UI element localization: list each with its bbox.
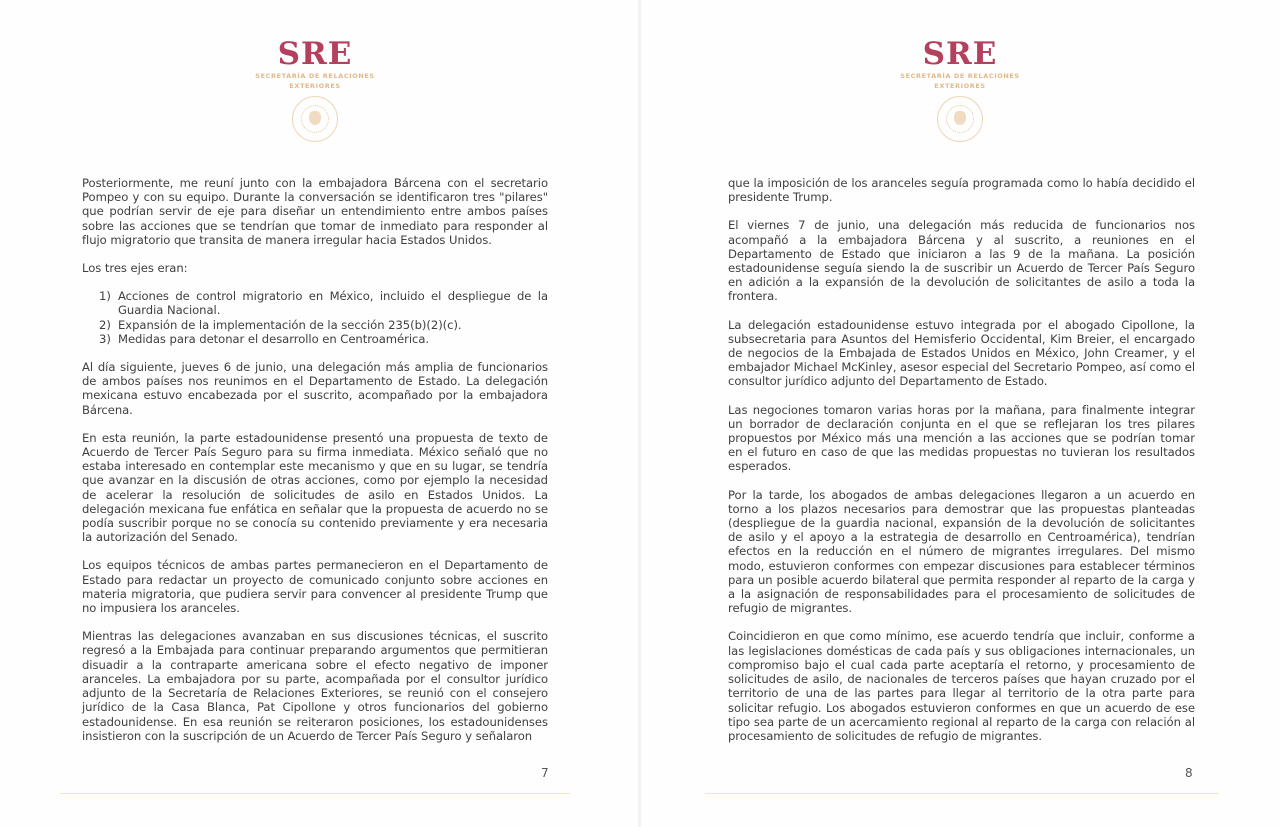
- paragraph: Los tres ejes eran:: [82, 261, 188, 276]
- list-item-text: Acciones de control migratorio en México, incluido el despliegue de la Guardia Nacional.: [118, 289, 548, 318]
- paragraph: que la imposición de los aranceles seguía programada como lo había decidido el presidente Trump.: [728, 176, 1195, 205]
- coat-of-arms-seal-icon: [937, 96, 983, 142]
- paragraph: Coincidieron en que como mínimo, ese acuerdo tendría que incluir, conforme a las legislaciones domésticas de cada país y sus obligaciones internacionales, un compromiso bajo el cual cada parte aceptaría el retorno, y procesamiento de solicitudes de asilo, de nacionales de terceros países que hayan cruzado por el territorio de una de las partes para llegar al territorio de la otra parte para solicitar refugio. Los abogados estuvieron conformes en que un acuerdo de ese tipo sea parte de un acercamiento regional al reparto de la carga con relación al procesamiento de solicitudes de refugio de migrantes.: [728, 629, 1195, 743]
- paragraph: Los equipos técnicos de ambas partes permanecieron en el Departamento de Estado para redactar un proyecto de comunicado conjunto sobre acciones en materia migratoria, que pudiera servir para convencer al presidente Trump que no impusiera los aranceles.: [82, 558, 548, 616]
- sre-subtitle-line2: EXTERIORES: [934, 82, 986, 90]
- paragraph: Por la tarde, los abogados de ambas delegaciones llegaron a un acuerdo en torno a los plazos necesarios para demostrar que las propuestas planteadas (despliegue de la guardia nacional, expansión de la devolución de solicitantes de asilo y el apoyo a la estrategia de desarrollo en Centroamérica), tendrían efectos en la reducción en el número de migrantes irregulares. Del mismo modo, estuvieron conformes con empezar discusiones para establecer términos para un posible acuerdo bilateral que permita responder al reparto de la carga y a la asignación de responsabilidades para el procesamiento de solicitudes de refugio de migrantes.: [728, 487, 1195, 616]
- list-item: [99, 289, 548, 317]
- paragraph: Mientras las delegaciones avanzaban en sus discusiones técnicas, el suscrito regresó a la Embajada para continuar preparando argumentos que permitieran disuadir a la contraparte americana sobre el efecto negativo de imponer aranceles. La embajadora por su parte, acompañada por el consultor jurídico adjunto de la Secretaría de Relaciones Exteriores, se reunió con el consejero jurídico de la Casa Blanca, Pat Cipollone y otros funcionarios del gobierno estadounidense. En esa reunión se reiteraron posiciones, los estadounidenses insistieron con la suscripción de un Acuerdo de Tercer País Seguro y señalaron: [82, 629, 548, 743]
- page-body: [82, 176, 548, 757]
- footer-rule: [705, 793, 1219, 794]
- list-number: 2): [99, 317, 111, 332]
- page-number: 8: [1185, 766, 1193, 780]
- paragraph: Al día siguiente, jueves 6 de junio, una delegación más amplia de funcionarios de ambos países nos reunimos en el Departamento de Estado. La delegación mexicana estuvo encabezada por el suscrito, acompañado por la embajadora Bárcena.: [82, 360, 548, 417]
- list-number: 1): [99, 289, 111, 304]
- document-page-8: [641, 0, 1280, 827]
- sre-logo: SRE: [277, 36, 353, 72]
- numbered-list: [82, 289, 548, 346]
- sre-logo: SRE: [922, 36, 998, 72]
- paragraph: En esta reunión, la parte estadounidense presentó una propuesta de texto de Acuerdo de Tercer País Seguro para su firma inmediata. México señaló que no estaba interesado en contemplar este mecanismo y que en su lugar, se tendría que avanzar en la discusión de otras acciones, como por ejemplo la necesidad de acelerar la resolución de solicitudes de asilo en Estados Unidos. La delegación mexicana fue enfática en señalar que la propuesta de acuerdo no se podía suscribir porque no se conocía su contenido previamente y era necesaria la autorización del Senado.: [82, 430, 548, 545]
- sre-letterhead: [880, 38, 1040, 142]
- sre-subtitle-line1: SECRETARÍA DE RELACIONES: [255, 72, 375, 80]
- paragraph: La delegación estadounidense estuvo integrada por el abogado Cipollone, la subsecretaria para Asuntos del Hemisferio Occidental, Kim Breier, el encargado de negocios de la Embajada de Estados Unidos en México, John Creamer, y el embajador Michael McKinley, asesor especial del Secretario Pompeo, así como el consultor jurídico adjunto del Departamento de Estado.: [728, 317, 1195, 389]
- paragraph: El viernes 7 de junio, una delegación más reducida de funcionarios nos acompañó a la embajadora Bárcena y al suscrito, a reuniones en el Departamento de Estado que iniciaron a las 9 de la mañana. La posición estadounidense seguía siendo la de suscribir un Acuerdo de Tercer País Seguro en adición a la expansión de la devolución de solicitantes de asilo a toda la frontera.: [728, 218, 1195, 304]
- document-page-7: [0, 0, 638, 827]
- list-item: [99, 318, 548, 332]
- list-item-text: Medidas para detonar el desarrollo en Centroamérica.: [118, 331, 430, 346]
- page-body: [728, 176, 1195, 757]
- list-item-text: Expansión de la implementación de la sección 235(b)(2)(c).: [118, 317, 462, 332]
- footer-rule: [60, 793, 570, 794]
- sre-letterhead: [235, 38, 395, 142]
- sre-subtitle-line2: EXTERIORES: [289, 82, 341, 90]
- paragraph: Las negociones tomaron varias horas por la mañana, para finalmente integrar un borrador de declaración conjunta en el que se reflejaran los tres pilares propuestos por México más una mención a las acciones que se podrían tomar en el futuro en caso de que las medidas propuestas no tuvieran los resultados esperados.: [728, 402, 1195, 474]
- sre-subtitle-line1: SECRETARÍA DE RELACIONES: [900, 72, 1020, 80]
- list-item: [99, 332, 548, 346]
- list-number: 3): [99, 331, 111, 346]
- page-number: 7: [541, 766, 549, 780]
- coat-of-arms-seal-icon: [292, 96, 338, 142]
- paragraph: Posteriormente, me reuní junto con la embajadora Bárcena con el secretario Pompeo y con su equipo. Durante la conversación se identificaron tres "pilares" que podrían servir de eje para diseñar un entendimiento entre ambos países sobre las acciones que se tendrían que tomar de inmediato para responder al flujo migratorio que transita de manera irregular hacia Estados Unidos.: [82, 176, 548, 247]
